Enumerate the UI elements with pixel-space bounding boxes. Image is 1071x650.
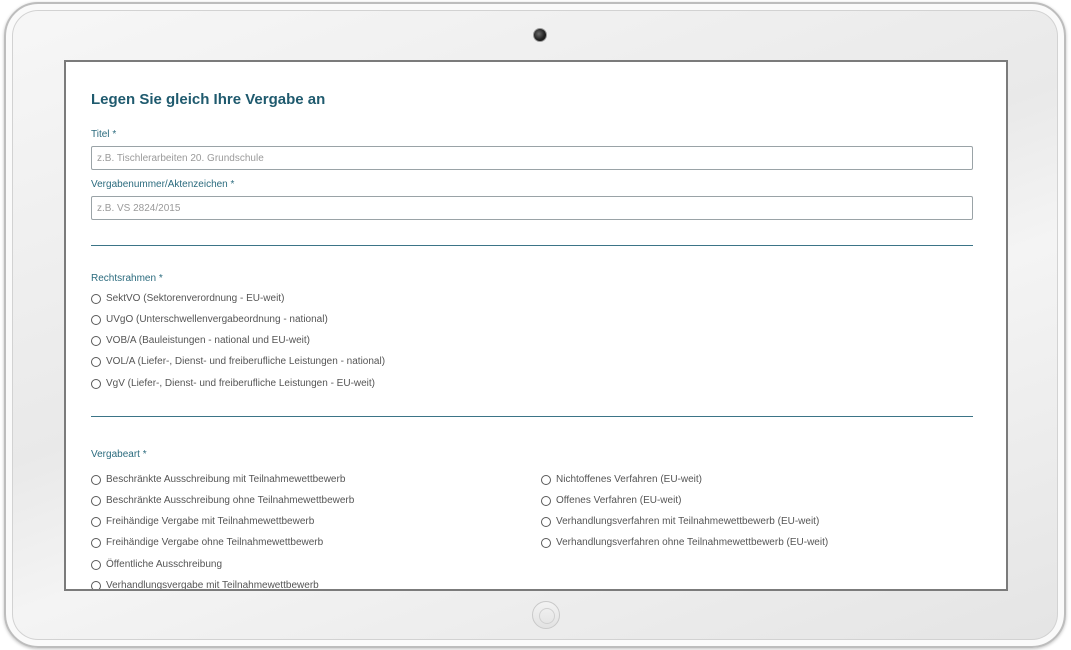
rechtsrahmen-option-vgv[interactable] xyxy=(91,378,375,389)
titel-label-text: Titel xyxy=(91,129,110,140)
section-divider xyxy=(91,416,973,417)
vergabeart-label-text: Vergabeart xyxy=(91,449,140,460)
titel-input[interactable] xyxy=(91,146,973,170)
radio-button[interactable] xyxy=(91,475,101,485)
vergabeart-option-freihaendig-mit[interactable] xyxy=(91,516,314,527)
rechtsrahmen-option-vob-a[interactable] xyxy=(91,335,310,346)
radio-label: Nichtoffenes Verfahren (EU-weit) xyxy=(556,474,702,485)
vergabeart-option-oeffentlich[interactable] xyxy=(91,559,222,570)
vergabeart-option-offen[interactable] xyxy=(541,495,681,506)
page-title: Legen Sie gleich Ihre Vergabe an xyxy=(91,91,326,108)
vergabeart-label xyxy=(91,449,147,460)
required-marker: * xyxy=(158,273,163,284)
radio-label: SektVO (Sektorenverordnung - EU-weit) xyxy=(106,293,285,304)
vergabeart-option-verhandlungsverfahren-mit[interactable] xyxy=(541,516,819,527)
radio-label: VOL/A (Liefer-, Dienst- und freiberufliche Leistungen - national) xyxy=(106,356,386,367)
vergabeart-option-verhandlungsvergabe-mit[interactable] xyxy=(91,580,319,591)
home-button[interactable] xyxy=(532,601,560,629)
vergabeart-option-beschraenkt-ohne[interactable] xyxy=(91,495,354,506)
radio-label: Öffentliche Ausschreibung xyxy=(106,559,223,570)
radio-label: Verhandlungsverfahren mit Teilnahmewettbewerb (EU-weit) xyxy=(556,516,820,527)
required-marker: * xyxy=(142,449,147,460)
tablet-screen xyxy=(64,60,1008,591)
rechtsrahmen-option-uvgo[interactable] xyxy=(91,314,328,325)
vergabenummer-input[interactable] xyxy=(91,196,973,220)
radio-button[interactable] xyxy=(91,581,101,591)
radio-button[interactable] xyxy=(91,336,101,346)
section-divider xyxy=(91,245,973,246)
radio-label: VgV (Liefer-, Dienst- und freiberufliche Leistungen - EU-weit) xyxy=(106,378,376,389)
radio-button[interactable] xyxy=(541,517,551,527)
vergabenummer-label xyxy=(91,179,234,190)
radio-button[interactable] xyxy=(91,538,101,548)
radio-button[interactable] xyxy=(91,560,101,570)
radio-label: Verhandlungsvergabe mit Teilnahmewettbewerb xyxy=(106,580,319,591)
radio-button[interactable] xyxy=(541,496,551,506)
radio-button[interactable] xyxy=(91,357,101,367)
radio-button[interactable] xyxy=(91,379,101,389)
radio-button[interactable] xyxy=(91,517,101,527)
radio-button[interactable] xyxy=(91,294,101,304)
required-marker: * xyxy=(112,129,117,140)
camera-icon xyxy=(533,28,547,42)
radio-label: Beschränkte Ausschreibung ohne Teilnahmewettbewerb xyxy=(106,495,355,506)
rechtsrahmen-option-sektvo[interactable] xyxy=(91,293,284,304)
radio-label: Freihändige Vergabe ohne Teilnahmewettbewerb xyxy=(106,537,324,548)
radio-label: Verhandlungsverfahren ohne Teilnahmewettbewerb (EU-weit) xyxy=(556,537,829,548)
radio-label: Freihändige Vergabe mit Teilnahmewettbewerb xyxy=(106,516,315,527)
rechtsrahmen-label-text: Rechtsrahmen xyxy=(91,273,157,284)
radio-button[interactable] xyxy=(541,475,551,485)
radio-button[interactable] xyxy=(91,315,101,325)
vergabenummer-label-text: Vergabenummer/Aktenzeichen xyxy=(91,179,228,190)
radio-label: VOB/A (Bauleistungen - national und EU-weit) xyxy=(106,335,310,346)
titel-label xyxy=(91,129,116,140)
vergabeart-option-verhandlungsverfahren-ohne[interactable] xyxy=(541,537,828,548)
radio-button[interactable] xyxy=(91,496,101,506)
required-marker: * xyxy=(230,179,235,190)
vergabeart-option-nichtoffen[interactable] xyxy=(541,474,702,485)
vergabeart-option-beschraenkt-mit[interactable] xyxy=(91,474,345,485)
radio-button[interactable] xyxy=(541,538,551,548)
radio-label: Beschränkte Ausschreibung mit Teilnahmewettbewerb xyxy=(106,474,346,485)
radio-label: UVgO (Unterschwellenvergabeordnung - national) xyxy=(106,314,328,325)
rechtsrahmen-label xyxy=(91,273,163,284)
rechtsrahmen-option-vol-a[interactable] xyxy=(91,356,385,367)
radio-label: Offenes Verfahren (EU-weit) xyxy=(556,495,682,506)
vergabeart-option-freihaendig-ohne[interactable] xyxy=(91,537,323,548)
